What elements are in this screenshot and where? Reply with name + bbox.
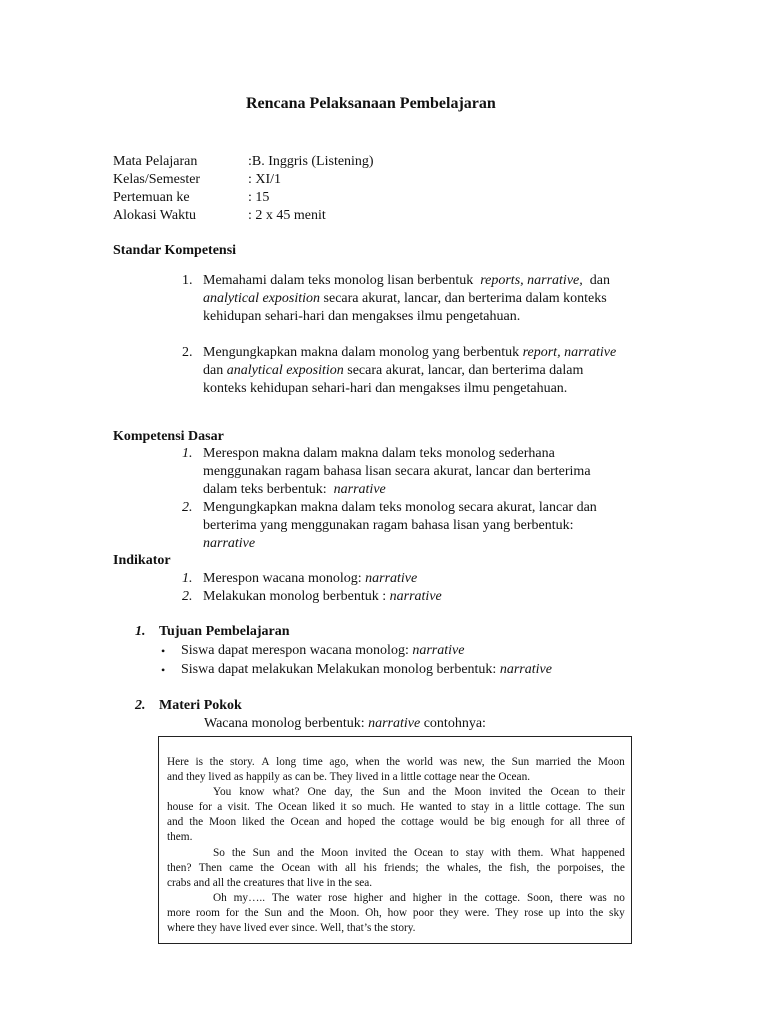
story-word: the	[611, 862, 625, 874]
story-word: the	[488, 862, 503, 874]
story-word: day,	[334, 786, 353, 798]
story-word: Sun	[264, 907, 282, 919]
story-word: in	[448, 892, 458, 904]
story-word: the	[381, 816, 396, 828]
story-word: The	[586, 801, 604, 813]
story-line-1	[167, 755, 625, 769]
story-word: is	[195, 756, 204, 768]
story-word: they	[439, 907, 459, 919]
story-line-2: and they lived as happily as can be. They lived in a little cottage near the Ocean.	[167, 771, 531, 783]
story-line-3	[213, 785, 625, 799]
story-word: higher	[412, 892, 442, 904]
indikator-item-1: Merespon wacana monolog: narrative	[203, 571, 418, 586]
story-word: a	[508, 801, 514, 813]
story-word: porpoises,	[557, 862, 604, 874]
story-word: new,	[463, 756, 485, 768]
story-word: Soon,	[526, 892, 553, 904]
story-word: visit.	[227, 801, 250, 813]
standar-item-2-line-1: Mengungkapkan makna dalam monolog yang berbentuk report, narrative	[203, 345, 617, 360]
story-word: and	[287, 907, 305, 919]
story-word: water	[296, 892, 322, 904]
story-word: were.	[464, 907, 490, 919]
story-word: and	[408, 786, 425, 798]
story-word: Moon	[209, 816, 237, 828]
story-word: Moon	[597, 756, 625, 768]
standar-item-1-line-3: kehidupan sehari-hari dan mengakses ilmu pengetahuan.	[203, 309, 521, 324]
story-word: the	[528, 786, 543, 798]
materi-num: 2.	[135, 698, 146, 713]
story-word: the	[260, 862, 275, 874]
story-line-5	[167, 815, 625, 829]
story-word: came	[229, 862, 254, 874]
story-line-10	[213, 891, 625, 905]
story-word: of	[615, 816, 625, 828]
story-word: my…..	[233, 892, 266, 904]
story-word: for	[225, 907, 239, 919]
story-word: the	[589, 907, 604, 919]
story-word: sun	[609, 801, 625, 813]
story-word: them.	[517, 847, 544, 859]
story-line-7	[213, 846, 625, 860]
kompetensi-item-1-line-2: menggunakan ragam bahasa lisan secara akurat, lancar dan berterima	[203, 464, 591, 479]
story-word: the	[536, 862, 551, 874]
story-word: Ocean	[290, 816, 320, 828]
story-word: what?	[272, 786, 300, 798]
story-word: for	[550, 816, 564, 828]
story-word: stay	[471, 801, 490, 813]
story-word: A	[261, 756, 270, 768]
story-line-4	[167, 800, 625, 814]
story-word: Sun	[382, 786, 401, 798]
story-word: no	[613, 892, 625, 904]
story-word: the	[432, 786, 447, 798]
standar-item-1-num: 1.	[182, 273, 193, 288]
standar-item-2-line-2: dan analytical exposition secara akurat, lancar, dan berterima dalam	[203, 363, 584, 378]
kompetensi-item-2-line-1: Mengungkapkan makna dalam teks monolog secara akurat, lancar dan	[203, 500, 597, 515]
story-word: was	[439, 756, 458, 768]
info-value-pertemuan: : 15	[248, 190, 270, 205]
standar-heading: Standar Kompetensi	[113, 243, 237, 258]
standar-item-2-num: 2.	[182, 345, 193, 360]
story-word: wanted	[419, 801, 452, 813]
story-word: stay	[465, 847, 484, 859]
story-word: their	[604, 786, 625, 798]
info-label-alokasi: Alokasi Waktu	[113, 208, 196, 223]
story-word: much.	[367, 801, 396, 813]
story-word: higher	[353, 892, 383, 904]
story-word: and	[325, 816, 342, 828]
story-word: Here	[167, 756, 189, 768]
story-word: fish,	[509, 862, 530, 874]
story-word: how	[387, 907, 408, 919]
story-word: sky	[609, 907, 625, 919]
story-word: his	[363, 862, 377, 874]
story-word: in	[494, 801, 504, 813]
story-word: world	[406, 756, 433, 768]
indikator-item-2: Melakukan monolog berbentuk : narrative	[203, 589, 442, 604]
story-word: Then	[198, 862, 222, 874]
story-word: the	[425, 862, 440, 874]
story-word: the	[244, 907, 259, 919]
story-word: They	[495, 907, 519, 919]
story-word: would	[439, 816, 468, 828]
story-word: room	[196, 907, 220, 919]
story-word: the	[270, 816, 285, 828]
story-word: Oh	[213, 892, 227, 904]
tujuan-heading: Tujuan Pembelajaran	[159, 624, 290, 639]
story-word: poor	[412, 907, 434, 919]
story-word: the	[231, 847, 246, 859]
story-word: rose	[328, 892, 348, 904]
story-word: long	[276, 756, 297, 768]
story-word: all	[344, 862, 357, 874]
info-value-mata-pelajaran: :B. Inggris (Listening)	[248, 154, 374, 169]
kompetensi-item-1-num: 1.	[182, 446, 193, 461]
story-word: One	[307, 786, 327, 798]
story-word: He	[400, 801, 414, 813]
story-word: big	[490, 816, 506, 828]
story-word: Ocean	[278, 801, 308, 813]
story-word: a	[217, 801, 223, 813]
story-word: Moon	[454, 786, 482, 798]
story-word: enough	[511, 816, 545, 828]
story-word: and	[277, 847, 294, 859]
story-word: and	[167, 816, 184, 828]
story-word: What	[550, 847, 575, 859]
story-word: Oh,	[365, 907, 382, 919]
standar-item-2-line-3: konteks kehidupan sehari-hari dan mengakses ilmu pengetahuan.	[203, 381, 568, 396]
story-word: Ocean	[414, 847, 444, 859]
info-value-kelas: : XI/1	[248, 172, 282, 187]
story-word: invited	[355, 847, 387, 859]
tujuan-bullet-2: •	[161, 663, 166, 677]
story-line-12: where they have lived ever since. Well, that’s the story.	[167, 922, 416, 934]
tujuan-item-1: Siswa dapat merespon wacana monolog: narrative	[181, 643, 465, 658]
story-word: the	[300, 847, 315, 859]
kompetensi-heading: Kompetensi Dasar	[113, 429, 224, 444]
story-word: the	[577, 756, 592, 768]
materi-intro: Wacana monolog berbentuk: narrative contohnya:	[204, 716, 486, 731]
story-line-11	[167, 906, 625, 920]
story-word: story.	[230, 756, 255, 768]
story-word: the	[360, 786, 375, 798]
story-line-8	[167, 861, 625, 875]
indikator-item-1-num: 1.	[182, 571, 193, 586]
kompetensi-item-1-line-1: Merespon makna dalam makna dalam teks monolog sederhana	[203, 446, 555, 461]
info-label-pertemuan: Pertemuan ke	[113, 190, 190, 205]
standar-item-1-line-1: Memahami dalam teks monolog lisan berbentuk reports, narrative, dan	[203, 273, 610, 288]
story-word: friends;	[384, 862, 419, 874]
story-word: when	[355, 756, 380, 768]
story-word: invited	[489, 786, 521, 798]
story-word: hoped	[347, 816, 376, 828]
tujuan-num: 1.	[135, 624, 146, 639]
kompetensi-item-2-line-2: berterima yang menggunakan ragam bahasa lisan yang berbentuk:	[203, 518, 574, 533]
story-word: then?	[167, 862, 192, 874]
info-label-kelas: Kelas/Semester	[113, 172, 201, 187]
story-word: be	[474, 816, 485, 828]
story-word: liked	[312, 801, 335, 813]
story-word: there	[559, 892, 583, 904]
story-word: more	[167, 907, 191, 919]
story-word: The	[271, 892, 290, 904]
story-word: Sun	[252, 847, 271, 859]
story-word: Ocean	[550, 786, 580, 798]
story-word: with	[490, 847, 511, 859]
tujuan-bullet-1: •	[161, 644, 166, 658]
story-word: it	[340, 801, 347, 813]
story-word: so	[351, 801, 362, 813]
story-word: with	[317, 862, 338, 874]
story-word: happened	[581, 847, 625, 859]
story-word: cottage.	[545, 801, 581, 813]
story-word: cottage.	[484, 892, 521, 904]
story-word: rose	[524, 907, 544, 919]
info-value-alokasi: : 2 x 45 menit	[248, 208, 326, 223]
kompetensi-item-1-line-3: dalam teks berbentuk: narrative	[203, 482, 386, 497]
page-title: Rencana Pelaksanaan Pembelajaran	[246, 95, 496, 112]
story-word: time	[302, 756, 323, 768]
story-word: The	[255, 801, 273, 813]
story-word: So	[213, 847, 225, 859]
story-word: Moon.	[329, 907, 360, 919]
kompetensi-item-2-line-3: narrative	[203, 536, 256, 551]
story-word: married	[535, 756, 571, 768]
story-word: know	[239, 786, 265, 798]
story-word: to	[457, 801, 466, 813]
story-word: to	[449, 847, 459, 859]
story-word: for	[198, 801, 212, 813]
story-word: ago,	[329, 756, 349, 768]
story-word: little	[519, 801, 540, 813]
story-box	[158, 736, 632, 944]
story-line-9: crabs and all the creatures that live in the sea.	[167, 877, 373, 889]
story-word: all	[569, 816, 581, 828]
indikator-item-2-num: 2.	[182, 589, 193, 604]
info-label-mata-pelajaran: Mata Pelajaran	[113, 154, 198, 169]
story-word: the	[393, 847, 408, 859]
tujuan-item-2: Siswa dapat melakukan Melakukan monolog berbentuk: narrative	[181, 662, 552, 677]
story-word: and	[389, 892, 406, 904]
story-word: was	[589, 892, 607, 904]
indikator-heading: Indikator	[113, 553, 171, 568]
story-word: cottage	[401, 816, 434, 828]
story-word: whales,	[446, 862, 482, 874]
story-line-6: them.	[167, 831, 193, 843]
story-word: the	[309, 907, 324, 919]
story-word: house	[167, 801, 194, 813]
story-word: the	[464, 892, 478, 904]
story-word: to	[587, 786, 597, 798]
story-word: the	[491, 756, 505, 768]
story-word: Sun	[511, 756, 530, 768]
story-word: the	[189, 816, 204, 828]
story-word: up	[548, 907, 561, 919]
story-word: You	[213, 786, 232, 798]
story-word: three	[586, 816, 610, 828]
story-word: liked	[242, 816, 265, 828]
story-word: the	[386, 756, 400, 768]
materi-heading: Materi Pokok	[159, 698, 242, 713]
story-word: into	[566, 907, 584, 919]
story-word: Ocean	[281, 862, 311, 874]
kompetensi-item-2-num: 2.	[182, 500, 193, 515]
standar-item-1-line-2: analytical exposition secara akurat, lancar, dan berterima dalam konteks	[203, 291, 607, 306]
story-word: Moon	[321, 847, 349, 859]
story-word: the	[209, 756, 224, 768]
